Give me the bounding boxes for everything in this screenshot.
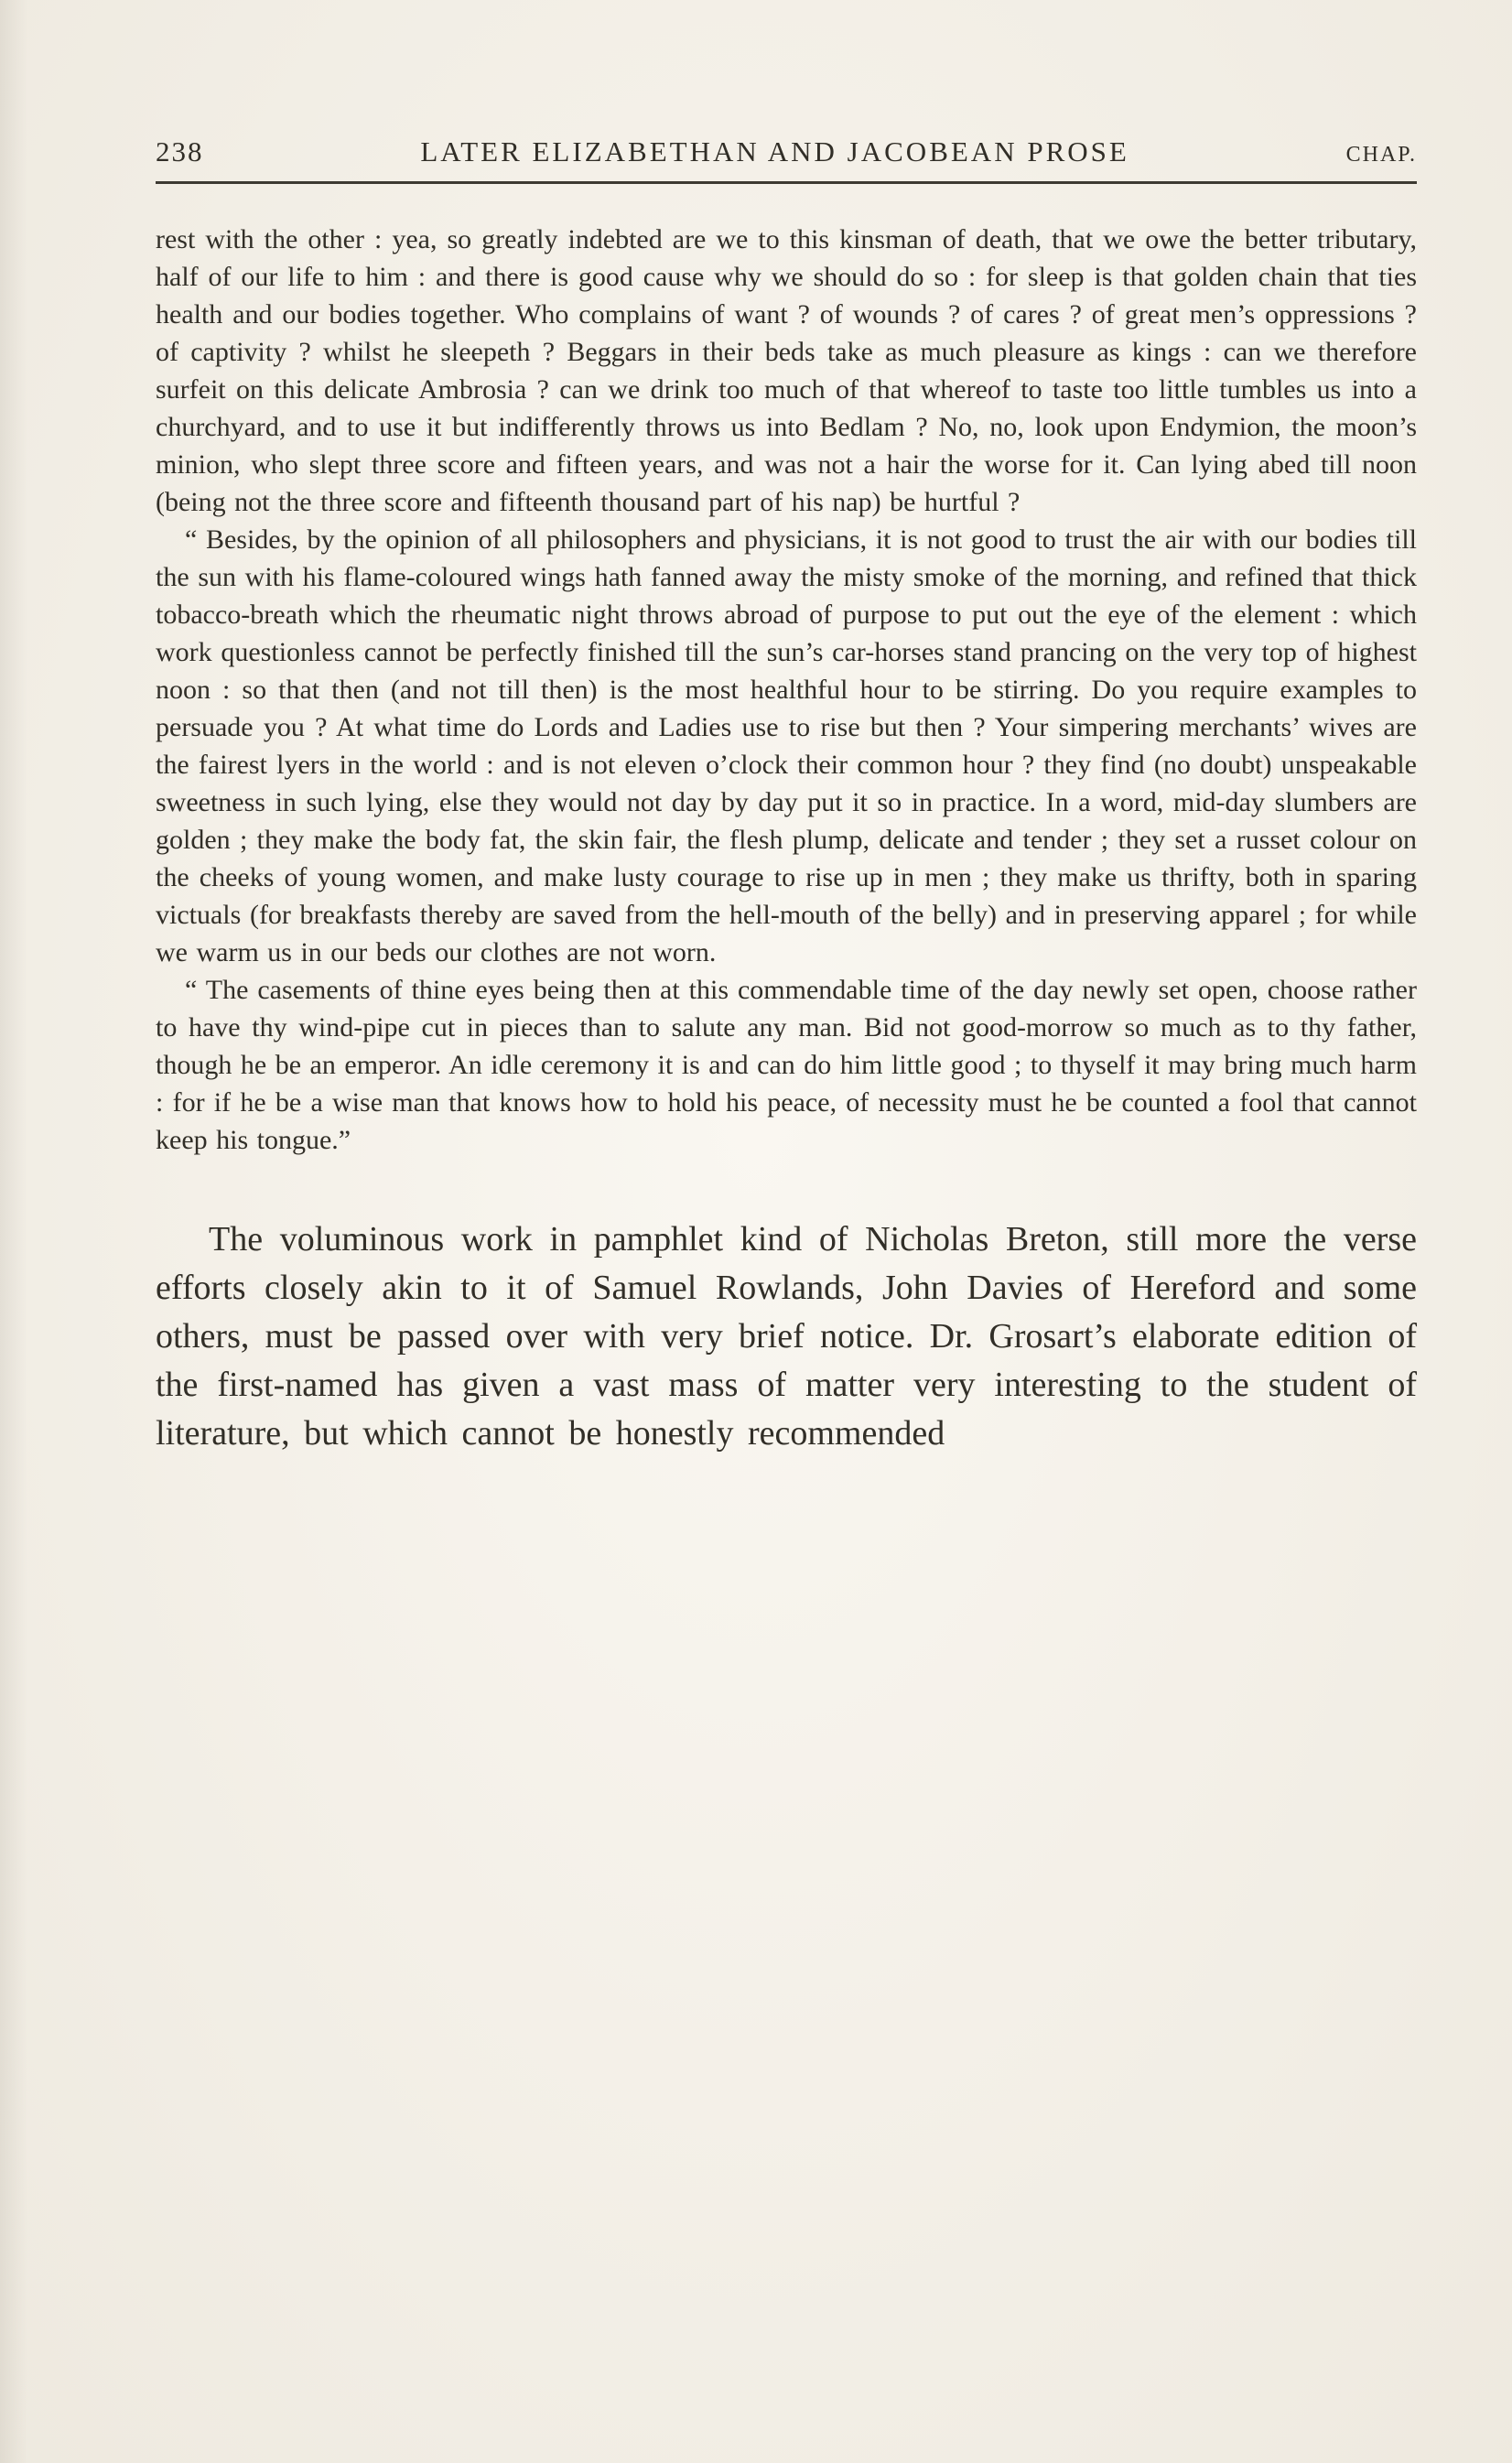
main-text xyxy=(156,1215,1417,1458)
quote-paragraph-2: “ Besides, by the opinion of all philosophers and physicians, it is not good to trust the air with our bodies till the sun with his flame-coloured wings hath fanned away the misty smoke of the morning, and refined that thick tobacco-breath which the rheumatic night throws abroad of purpose to put out the eye of the element : which work questionless cannot be perfectly finished till the sun’s car-horses stand prancing on the very top of highest noon : so that then (and not till then) is the most healthful hour to be stirring. Do you require examples to persuade you ? At what time do Lords and Ladies use to rise but then ? Your simpering merchants’ wives are the fairest lyers in the world : and is not eleven o’clock their common hour ? they find (no doubt) unspeakable sweetness in such lying, else they would not day by day put it so in practice. In a word, mid-day slumbers are golden ; they make the body fat, the skin fair, the flesh plump, delicate and tender ; they set a russet colour on the cheeks of young women, and make lusty courage to rise up in men ; they make us thrifty, both in sparing victuals (for breakfasts thereby are saved from the hell-mouth of the belly) and in preserving apparel ; for while we warm us in our beds our clothes are not worn. xyxy=(156,524,1417,967)
page-content xyxy=(156,135,1417,1458)
quoted-passage xyxy=(156,221,1417,1159)
quote-paragraph-3: “ The casements of thine eyes being then at this commendable time of the day newly set open, choose rather to have thy wind-pipe cut in pieces than to salute any man. Bid not good-morrow so much as to thy father, though he be an emperor. An idle ceremony it is and can do him little good ; to thyself it may bring much harm : for if he be a wise man that knows how to hold his peace, of necessity must he be counted a fool that cannot keep his tongue.” xyxy=(156,975,1417,1155)
main-paragraph-1: The voluminous work in pamphlet kind of Nicholas Breton, still more the verse efforts closely akin to it of Samuel Rowlands, John Davies of Hereford and some others, must be passed over with very brief notice. Dr. Grosart’s elaborate edition of the first-named has given a vast mass of matter very interesting to the student of literature, but which cannot be honestly recommended xyxy=(156,1220,1417,1453)
page-header xyxy=(156,135,1417,168)
running-title: LATER ELIZABETHAN AND JACOBEAN PROSE xyxy=(420,135,1129,167)
header-rule xyxy=(156,181,1417,184)
chapter-label: CHAP. xyxy=(1345,143,1417,167)
quote-paragraph-1: rest with the other : yea, so greatly indebted are we to this kinsman of death, that we owe the better tributary, half of our life to him : and there is good cause why we should do so : for sleep is that golden chain that ties health and our bodies together. Who complains of want ? of wounds ? of cares ? of great men’s oppressions ? of captivity ? whilst he sleepeth ? Beggars in their beds take as much pleasure as kings : can we therefore surfeit on this delicate Ambrosia ? can we drink too much of that whereof to taste too little tumbles us into a churchyard, and to use it but indifferently throws us into Bedlam ? No, no, look upon Endymion, the moon’s minion, who slept three score and fifteen years, and was not a hair the worse for it. Can lying abed till noon (being not the three score and fifteenth thousand part of his nap) be hurtful ? xyxy=(156,224,1417,517)
page-number: 238 xyxy=(156,135,204,167)
